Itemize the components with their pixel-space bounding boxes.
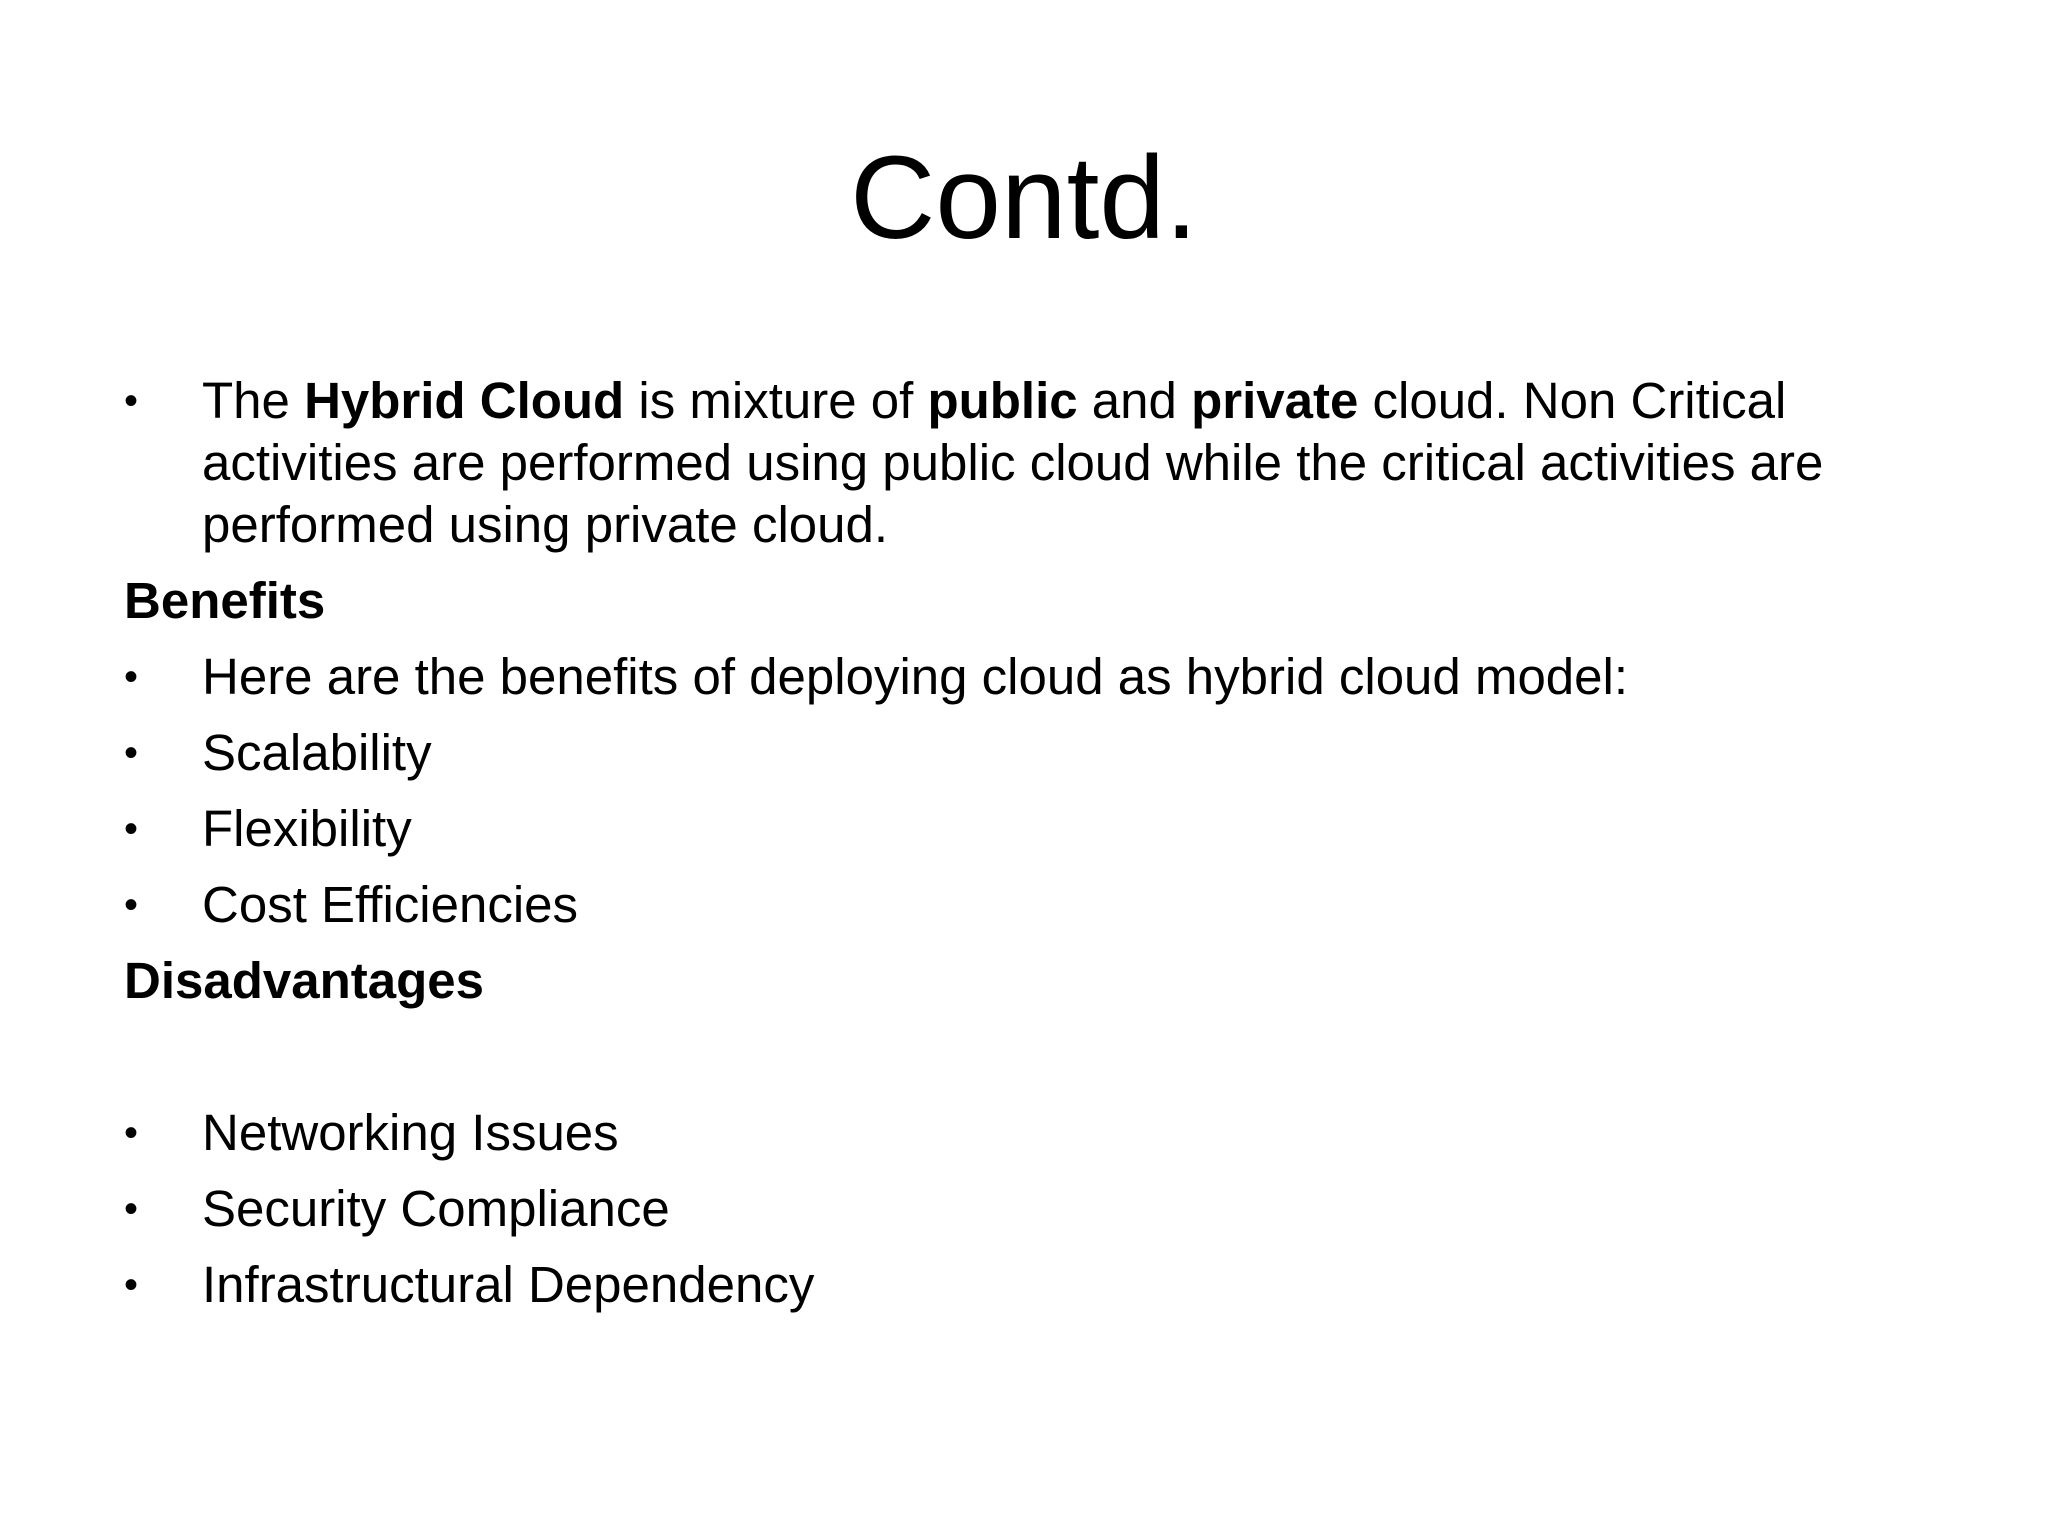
benefit-text: Flexibility: [202, 800, 412, 857]
bullet-icon: •: [124, 379, 139, 423]
disadvantages-heading: Disadvantages: [124, 952, 484, 1009]
intro-bold-private: private: [1191, 372, 1359, 429]
slide-title: Contd.: [850, 132, 1198, 264]
intro-text-part: and: [1077, 372, 1192, 429]
intro-bold-public: public: [927, 372, 1078, 429]
bullet-icon: •: [124, 883, 139, 927]
bullet-icon: •: [124, 1187, 139, 1231]
disadvantage-text: Networking Issues: [202, 1104, 619, 1161]
bullet-icon: •: [124, 1111, 139, 1155]
bullet-icon: •: [124, 1263, 139, 1307]
bullet-icon: •: [124, 731, 139, 775]
disadvantage-text: Infrastructural Dependency: [202, 1256, 815, 1313]
intro-text-part: cloud. Non Critical activities are performed using public cloud while the critical activities are performed using private cloud.: [202, 372, 1824, 553]
benefit-text: Scalability: [202, 724, 432, 781]
benefit-text: Cost Efficiencies: [202, 876, 579, 933]
benefit-text: Here are the benefits of deploying cloud as hybrid cloud model:: [202, 648, 1629, 705]
list-item: [124, 1102, 1924, 1164]
list-item: [124, 798, 1924, 860]
disadvantage-text: Security Compliance: [202, 1180, 670, 1237]
spacer: [124, 1026, 1924, 1102]
slide-body: [124, 370, 1924, 1330]
intro-text: [202, 372, 1823, 553]
list-item: [124, 1254, 1924, 1316]
benefits-heading: Benefits: [124, 572, 326, 629]
list-item: [124, 1178, 1924, 1240]
list-item: [124, 646, 1924, 708]
bullet-icon: •: [124, 807, 139, 851]
bullet-icon: •: [124, 655, 139, 699]
intro-bold-hybrid-cloud: Hybrid Cloud: [304, 372, 625, 429]
intro-text-part: The: [202, 372, 305, 429]
list-item: [124, 722, 1924, 784]
intro-bullet: [124, 370, 1924, 556]
list-item: [124, 874, 1924, 936]
intro-text-part: is mixture of: [624, 372, 928, 429]
